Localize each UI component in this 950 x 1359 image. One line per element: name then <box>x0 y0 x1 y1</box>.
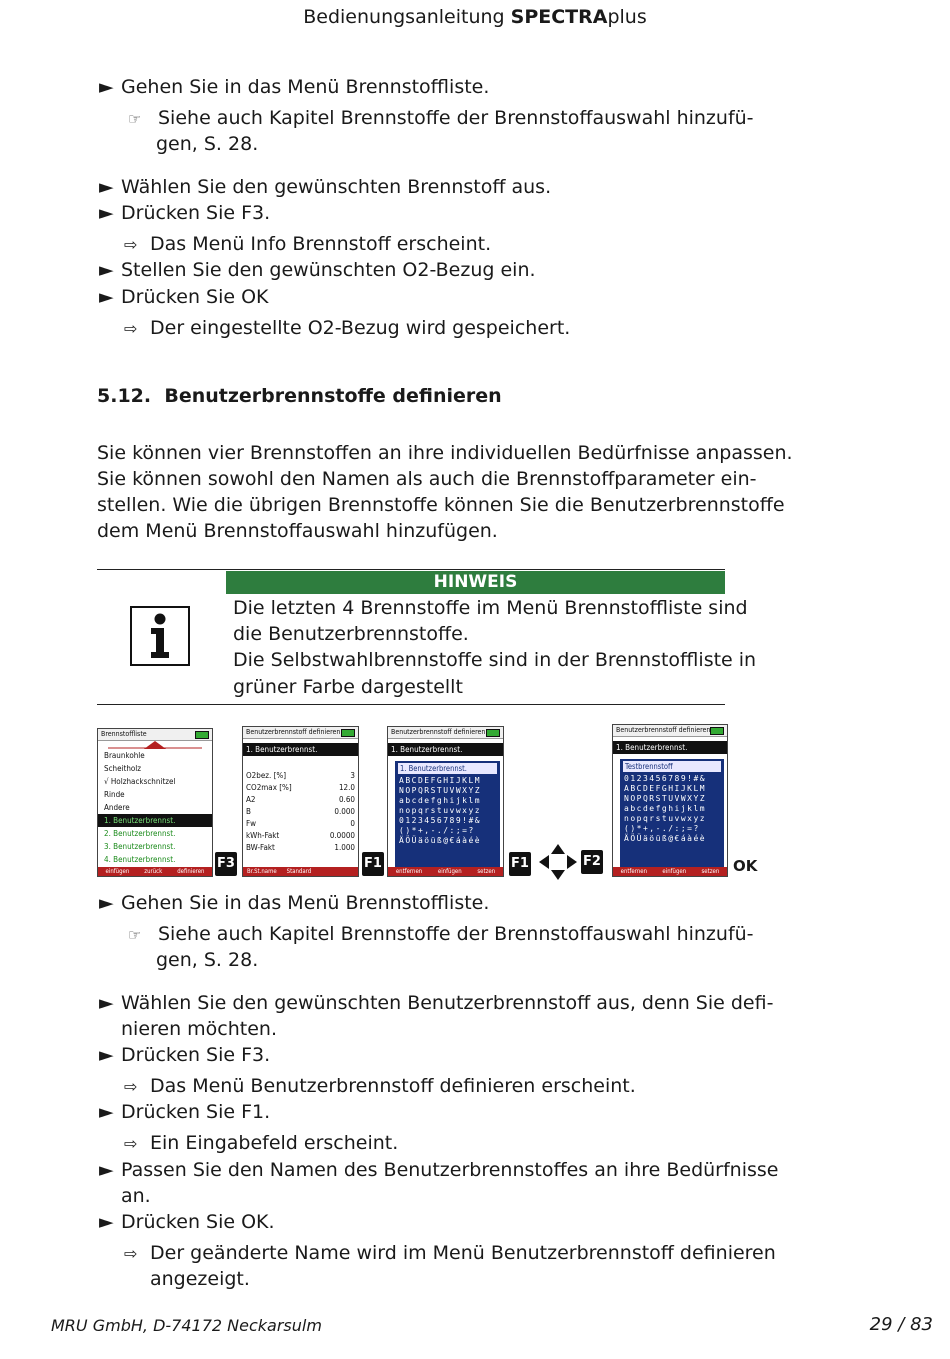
list-item: 4. Benutzerbrennst. <box>104 855 176 864</box>
screen-title: Brennstoffliste <box>101 730 147 738</box>
step: ► Gehen Sie in das Menü Brennstoffliste. <box>99 892 490 914</box>
info-icon <box>130 606 190 666</box>
battery-icon <box>195 731 209 739</box>
result-arrow-icon: ⇨ <box>124 1244 138 1263</box>
step: ► Drücken Sie F3. <box>99 1044 271 1066</box>
note-line: grüner Farbe dargestellt <box>233 676 463 698</box>
keyboard-row: ABCDEFGHIJKLM <box>399 776 482 785</box>
keyboard-row: ÄÖÜäöüß@€áàéè <box>399 836 482 845</box>
screen-title: Benutzerbrennstoff definieren <box>246 728 341 736</box>
device-screen-keyboard-edited <box>612 724 728 877</box>
screen-subtitle: 1. Benutzerbrennst. <box>243 743 358 756</box>
softkey-bar: entfernen einfügen setzen <box>613 867 727 876</box>
param-row: Fw 0 <box>246 819 355 828</box>
scroll-up-icon <box>98 741 212 749</box>
step: ► Drücken Sie F3. <box>99 202 271 224</box>
f1-key-icon: F1 <box>509 852 531 876</box>
keyboard-row: 0123456789!#& <box>624 774 707 783</box>
param-row: CO2max [%] 12.0 <box>246 783 355 792</box>
note-line: die Benutzerbrennstoffe. <box>233 623 469 645</box>
note-line: Die letzten 4 Brennstoffe im Menü Brennstoffliste sind <box>233 597 748 619</box>
softkey-bar: einfügen zurück definieren <box>98 867 212 876</box>
f2-key-icon: F2 <box>581 850 603 874</box>
step: ► Drücken Sie OK <box>99 286 269 308</box>
pointing-hand-icon: ☞ <box>128 110 142 128</box>
param-row: A2 0.60 <box>246 795 355 804</box>
pointing-hand-icon: ☞ <box>128 926 142 944</box>
device-screen-define-fuel <box>242 726 359 877</box>
step-cont: an. <box>121 1185 151 1207</box>
keyboard-row: NOPQRSTUVWXYZ <box>624 794 707 803</box>
device-screen-keyboard <box>387 726 504 877</box>
keyboard-row: ABCDEFGHIJKLM <box>624 784 707 793</box>
keyboard-row: ()*+,-./:;=? <box>624 824 700 833</box>
result: ⇨ Ein Eingabefeld erscheint. <box>124 1130 398 1157</box>
keyboard-row: NOPQRSTUVWXYZ <box>399 786 482 795</box>
softkey-bar: entfernen einfügen setzen <box>388 867 503 876</box>
step: ► Passen Sie den Namen des Benutzerbrennstoffes an ihre Bedürfnisse <box>99 1159 779 1181</box>
result-arrow-icon: ⇨ <box>124 235 138 254</box>
step: ► Wählen Sie den gewünschten Brennstoff aus. <box>99 176 552 198</box>
step: ► Gehen Sie in das Menü Brennstoffliste. <box>99 76 490 98</box>
battery-icon <box>710 727 724 735</box>
step: ► Drücken Sie F1. <box>99 1101 271 1123</box>
reference-cont: gen, S. 28. <box>156 949 259 971</box>
page-number: 29 / 83 <box>869 1314 933 1335</box>
paragraph-line: stellen. Wie die übrigen Brennstoffe können Sie die Benutzerbrennstoffe <box>97 494 785 516</box>
paragraph-line: dem Menü Brennstoffauswahl hinzufügen. <box>97 520 498 542</box>
result-arrow-icon: ⇨ <box>124 1077 138 1096</box>
note-label: HINWEIS <box>226 571 725 594</box>
header-prefix: Bedienungsanleitung <box>303 6 511 28</box>
screen-title: Benutzerbrennstoff definieren <box>391 728 486 736</box>
navigation-arrows-icon <box>539 844 577 880</box>
battery-icon <box>486 729 500 737</box>
f3-key-icon: F3 <box>215 852 237 876</box>
result: ⇨ Der eingestellte O2-Bezug wird gespeichert. <box>124 315 570 342</box>
reference-cont: gen, S. 28. <box>156 133 259 155</box>
battery-icon <box>341 729 355 737</box>
screen-subtitle: 1. Benutzerbrennst. <box>388 743 503 756</box>
page-header <box>0 6 950 28</box>
paragraph-line: Sie können sowohl den Namen als auch die Brennstoffparameter ein- <box>97 468 757 490</box>
list-item-selected: 1. Benutzerbrennst. <box>98 814 212 827</box>
on-screen-keyboard <box>619 758 725 870</box>
list-item: 3. Benutzerbrennst. <box>104 842 176 851</box>
note-rule-bottom <box>97 704 725 705</box>
result-arrow-icon: ⇨ <box>124 1134 138 1153</box>
note-line: Die Selbstwahlbrennstoffe sind in der Brennstoffliste in <box>233 649 757 671</box>
keyboard-row: ()*+,-./:;=? <box>399 826 475 835</box>
reference: ☞ Siehe auch Kapitel Brennstoffe der Brennstoffauswahl hinzufü- <box>128 105 754 132</box>
param-row: O2bez. [%] 3 <box>246 771 355 780</box>
keyboard-input-field: Testbrennstoff <box>623 761 721 772</box>
param-row: kWh-Fakt 0.0000 <box>246 831 355 840</box>
keyboard-row: nopqrstuvwxyz <box>399 806 482 815</box>
reference: ☞ Siehe auch Kapitel Brennstoffe der Brennstoffauswahl hinzufü- <box>128 921 754 948</box>
f1-key-icon: F1 <box>362 852 384 876</box>
list-item: √ Holzhackschnitzel <box>104 777 176 786</box>
step: ► Drücken Sie OK. <box>99 1211 275 1233</box>
device-screen-fuel-list <box>97 728 213 877</box>
paragraph-line: Sie können vier Brennstoffen an ihre individuellen Bedürfnisse anpassen. <box>97 442 793 464</box>
list-item: 2. Benutzerbrennst. <box>104 829 176 838</box>
keyboard-row: nopqrstuvwxyz <box>624 814 707 823</box>
result: ⇨ Das Menü Benutzerbrennstoff definieren erscheint. <box>124 1073 636 1100</box>
keyboard-row: 0123456789!#& <box>399 816 482 825</box>
result-cont: angezeigt. <box>150 1268 250 1290</box>
keyboard-row: abcdefghijklm <box>399 796 482 805</box>
header-brand-rest: plus <box>607 6 647 28</box>
footer-company: MRU GmbH, D-74172 Neckarsulm <box>51 1316 322 1335</box>
step: ► Stellen Sie den gewünschten O2-Bezug ein. <box>99 259 536 281</box>
result: ⇨ Der geänderte Name wird im Menü Benutzerbrennstoff definieren <box>124 1240 776 1267</box>
section-heading: 5.12. Benutzerbrennstoffe definieren <box>97 385 502 407</box>
list-item: Braunkohle <box>104 751 145 760</box>
keyboard-input-field: 1. Benutzerbrennst. <box>398 763 497 774</box>
header-brand-bold: SPECTRA <box>510 6 608 28</box>
softkey-bar: Br.St.name Standard <box>243 867 358 876</box>
list-item: Rinde <box>104 790 125 799</box>
ok-key-label: OK <box>733 857 758 875</box>
list-item: Scheitholz <box>104 764 142 773</box>
on-screen-keyboard <box>394 760 501 870</box>
result-arrow-icon: ⇨ <box>124 319 138 338</box>
keyboard-row: abcdefghijklm <box>624 804 707 813</box>
keyboard-row: ÄÖÜäöüß@€áàéè <box>624 834 707 843</box>
step: ► Wählen Sie den gewünschten Benutzerbrennstoff aus, denn Sie defi- <box>99 992 774 1014</box>
screen-subtitle: 1. Benutzerbrennst. <box>613 741 727 754</box>
note-rule-top <box>97 569 725 570</box>
result: ⇨ Das Menü Info Brennstoff erscheint. <box>124 231 491 258</box>
param-row: B 0.000 <box>246 807 355 816</box>
param-row: BW-Fakt 1.000 <box>246 843 355 852</box>
list-item: Andere <box>104 803 130 812</box>
step-cont: nieren möchten. <box>121 1018 278 1040</box>
screen-title: Benutzerbrennstoff definieren <box>616 726 711 734</box>
